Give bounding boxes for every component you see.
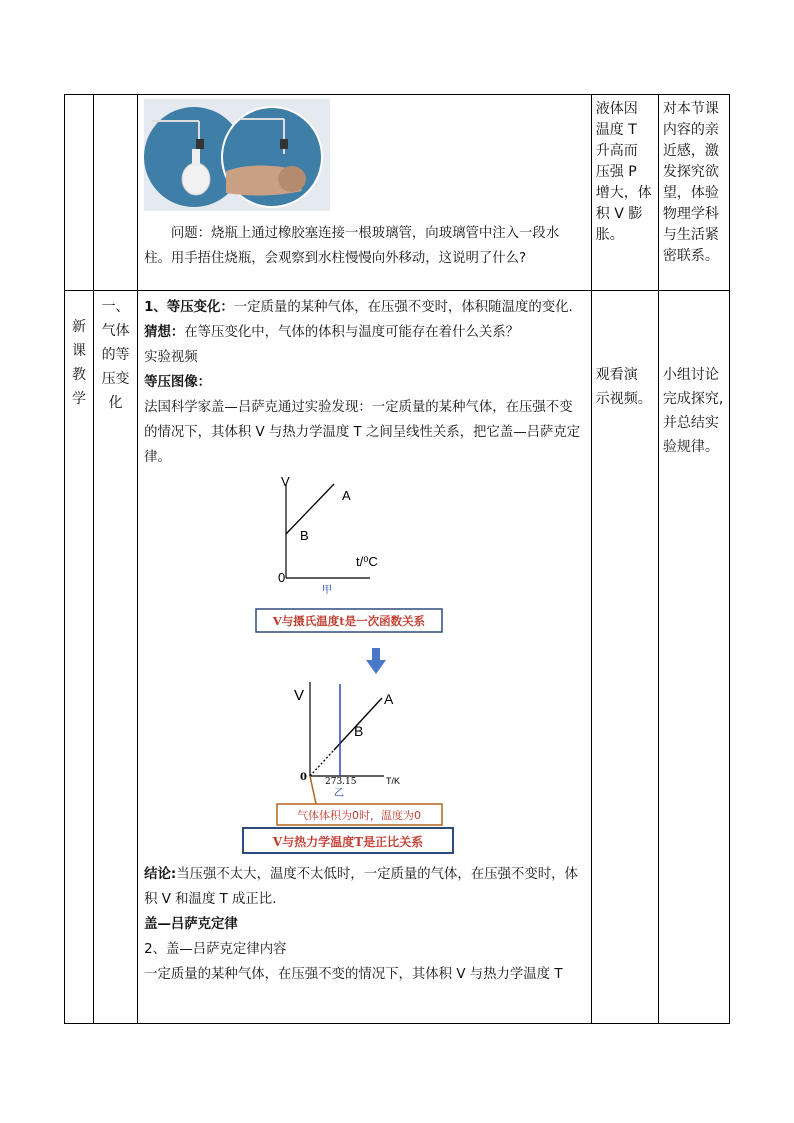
- v-axis-label-2: V: [294, 687, 305, 704]
- section-char: 学: [72, 391, 87, 407]
- topic-line: 一、: [101, 299, 130, 315]
- point-b-label-2: B: [354, 723, 364, 739]
- topic-cell-empty: [94, 95, 138, 291]
- student-line: 压强 P: [595, 164, 637, 180]
- section-cell: [65, 291, 94, 1024]
- topic-line: 气体: [101, 323, 130, 339]
- linear-relation-text: V与摄氏温度t是一次函数关系: [272, 614, 426, 628]
- lesson-content-cell: [138, 291, 592, 1024]
- down-arrow-icon: [144, 646, 584, 676]
- tick-273-label: 273.15: [325, 777, 357, 787]
- guess-label: 猜想：: [144, 325, 185, 340]
- topic-line: 的等: [101, 347, 130, 363]
- intent-line: 密联系。: [662, 248, 719, 264]
- gay-lussac-discovery: 法国科学家盖—吕萨克通过实验发现：一定质量的某种气体，在压强不变的情况下，其体积 V 与热力学温度 T 之间呈线性关系，把它盖—吕萨克定律。: [144, 400, 581, 465]
- experiment-video-text: 实验视频: [144, 350, 198, 365]
- lesson-plan-table: [64, 94, 730, 1024]
- conclusion-label: 结论:: [144, 867, 177, 882]
- intro-row: [65, 95, 730, 291]
- new-lesson-row: [65, 291, 730, 1024]
- intro-question: 问题：烧瓶上通过橡胶塞连接一根玻璃管，向玻璃管中注入一段水柱。用手捂住烧瓶，会观察到水柱慢慢向外移动，这说明了什么?: [144, 226, 560, 266]
- conclusion-paragraph: 结论:当压强不太大，温度不太低时，一定质量的气体，在压强不变时，体积 V 和温度 T 成正比.: [144, 867, 578, 907]
- graph-caption-2: 乙: [334, 788, 345, 799]
- topic-line: 压变: [101, 371, 130, 387]
- point-b-label-1: B: [300, 528, 309, 543]
- t-axis-label-1: t/⁰C: [356, 554, 378, 569]
- intent-line: 验规律。: [662, 439, 719, 455]
- linear-line-1: [286, 484, 334, 534]
- topic-line: 化: [108, 395, 123, 411]
- zero-volume-note-text: 气体体积为0时，温度为0: [297, 809, 422, 822]
- intro-content-cell: [138, 95, 592, 291]
- point-a-label-1: A: [342, 488, 351, 503]
- t-axis-label-2: T/K: [386, 776, 401, 786]
- section-char: 新: [72, 319, 87, 335]
- graph-caption-1: 甲: [322, 585, 333, 596]
- student-line: 观看演: [595, 367, 638, 383]
- intent-line: 内容的亲: [662, 122, 719, 138]
- student-line: 液体因: [595, 101, 638, 117]
- section-char: 教: [72, 367, 87, 383]
- topic-cell: [94, 291, 138, 1024]
- design-intent-cell-1: [658, 95, 729, 291]
- section-char: 课: [72, 343, 87, 359]
- student-line: 增大，体: [595, 185, 652, 201]
- extrapolated-line: [310, 750, 334, 776]
- isobaric-definition: 1、等压变化：一定质量的某种气体，在压强不变时，体积随温度的变化.: [144, 300, 573, 315]
- flask-experiment-image: [144, 99, 330, 211]
- callout-pointer: [310, 776, 316, 804]
- student-activity-cell-1: [591, 95, 658, 291]
- graph-v-vs-t-celsius: [144, 470, 584, 646]
- intent-line: 对本节课: [662, 101, 719, 117]
- intent-line: 近感，激: [662, 143, 719, 159]
- origin-label-2: 0: [300, 772, 308, 783]
- isobaric-graph-heading: 等压图像：: [144, 375, 212, 390]
- origin-label-1: 0: [278, 570, 286, 585]
- student-line: 胀。: [595, 227, 624, 243]
- intent-line: 完成探究,: [662, 391, 724, 407]
- law-content-heading: 2、盖—吕萨克定律内容: [144, 942, 287, 957]
- intent-line: 物理学科: [662, 206, 719, 222]
- student-line: 升高而: [595, 143, 638, 159]
- intent-line: 并总结实: [662, 415, 719, 431]
- proportional-relation-text: V与热力学温度T是正比关系: [272, 835, 424, 849]
- law-content-text: 一定质量的某种气体，在压强不变的情况下，其体积 V 与热力学温度 T: [144, 967, 563, 982]
- section-cell-empty: [65, 95, 94, 291]
- intent-line: 小组讨论: [662, 367, 719, 383]
- student-line: 示视频。: [595, 391, 652, 407]
- design-intent-cell-2: [658, 291, 729, 1024]
- student-line: 积 V 膨: [595, 206, 643, 222]
- intent-line: 发探究欲: [662, 164, 719, 180]
- isobaric-label: 1、等压变化：: [144, 300, 234, 315]
- point-a-label-2: A: [384, 691, 394, 707]
- intent-line: 与生活紧: [662, 227, 719, 243]
- law-title: 盖—吕萨克定律: [144, 917, 238, 932]
- student-activity-cell-2: [591, 291, 658, 1024]
- v-axis-label-1: V: [281, 474, 290, 489]
- student-line: 温度 T: [595, 122, 637, 138]
- graph-v-vs-t-kelvin: [144, 676, 584, 856]
- guess-paragraph: 猜想：在等压变化中，气体的体积与温度可能存在着什么关系？: [144, 325, 520, 340]
- intent-line: 望，体验: [662, 185, 719, 201]
